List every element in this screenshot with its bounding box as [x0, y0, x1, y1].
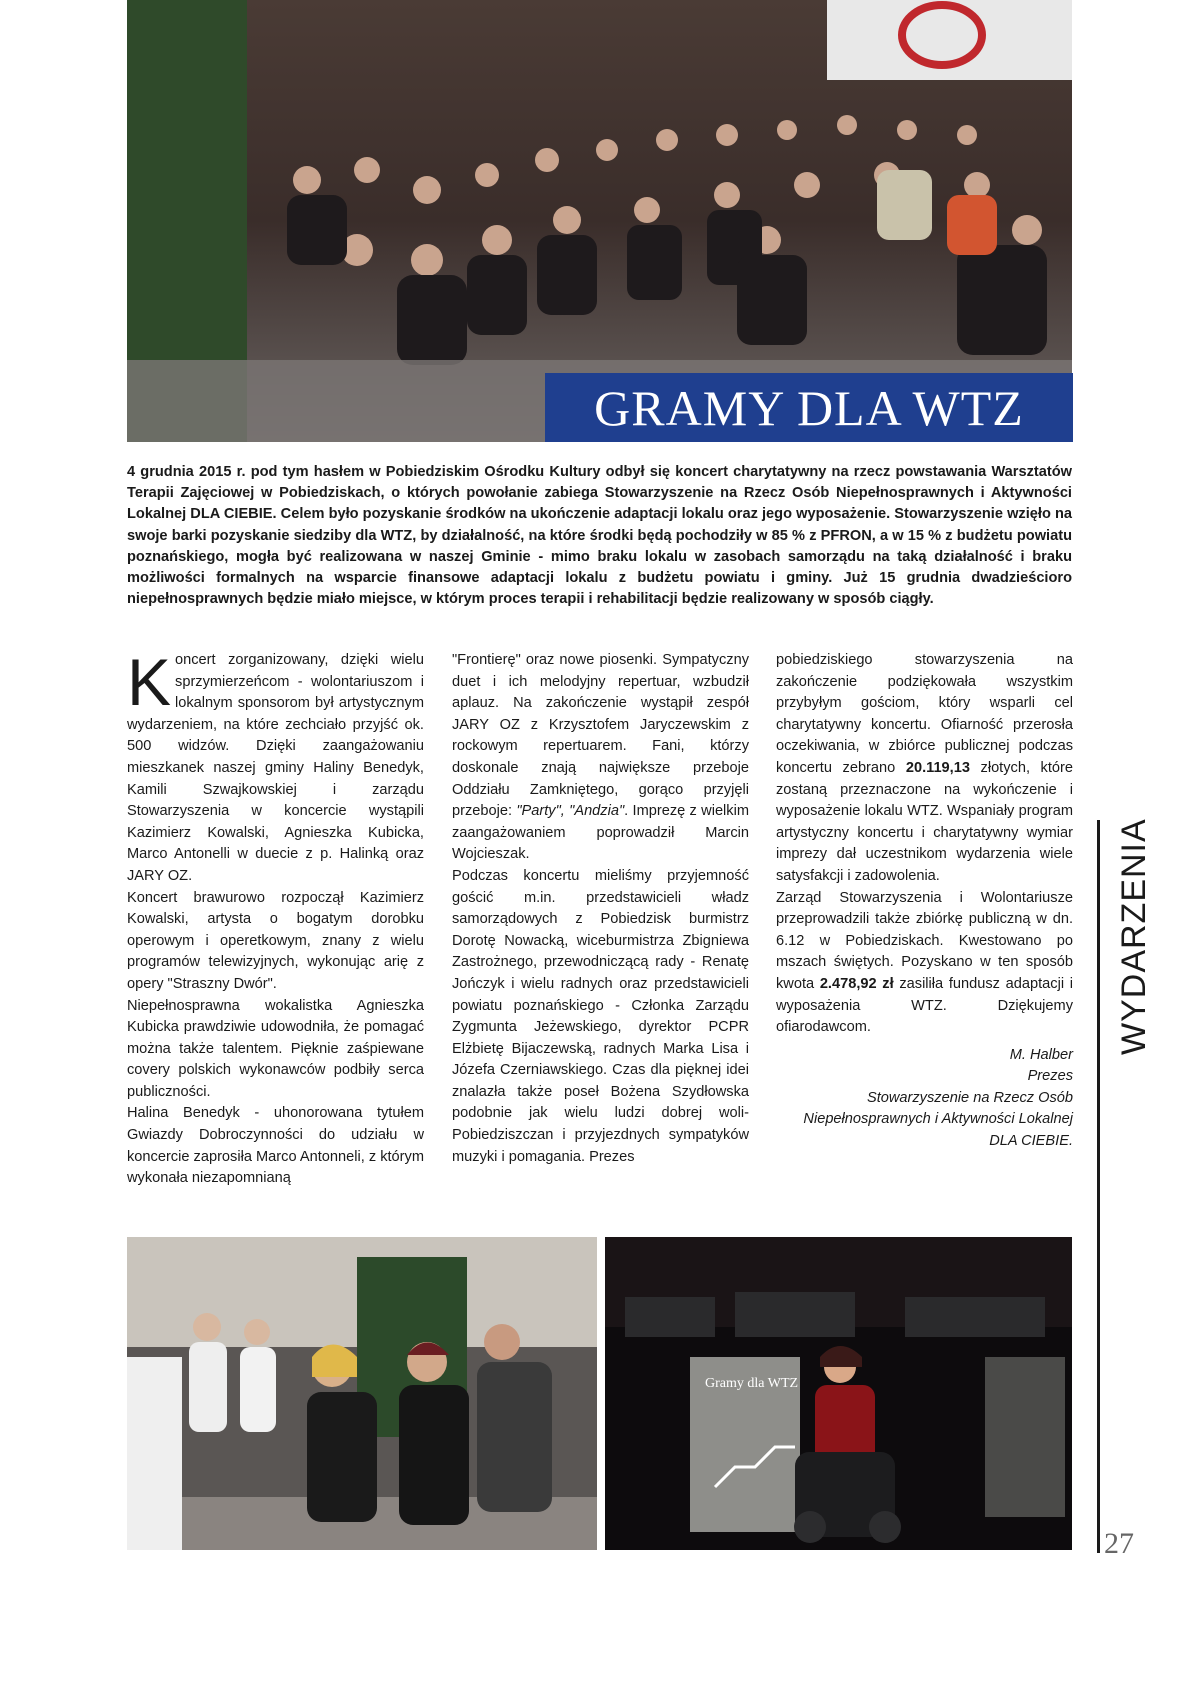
- photo-performer: [605, 1237, 1072, 1550]
- page-number: 27: [1104, 1527, 1134, 1560]
- song-titles: "Party", "Andzia": [516, 803, 625, 820]
- signature-role: Prezes: [1027, 1068, 1073, 1085]
- lead-paragraph: 4 grudnia 2015 r. pod tym hasłem w Pobiedziskim Ośrodku Kultury odbył się koncert charytatywny na rzecz powstawania Warsztatów Terapii Zajęciowej w Pobiedziskach, o których powołanie zabiega Stowarzyszenie na Rzecz Osób Niepełnosprawnych i Aktywności Lokalnej DLA CIEBIE. Celem było pozyskanie środków na ukończenie adaptacji lokalu oraz jego wyposażenie. Stowarzyszenie wzięło na swoje barki pozyskanie siedziby dla WTZ, by działalność, na które środki będą pochodziły w 85 % z PFRON, a w 15 % z budżetu powiatu poznańskiego, mogła być realizowana w naszej Gminie - mimo braku lokalu w zasobach samorządu na taką działalność i braku możliwości formalnych na wsparcie finansowe adaptacji lokalu z budżetu powiatu i gminy. Już 15 grudnia dwadzieścioro niepełnosprawnych będzie miało miejsce, w którym proces terapii i rehabilitacji będzie realizowany w sposób ciągły.: [127, 464, 1072, 608]
- drop-cap: K: [127, 645, 172, 719]
- article-paragraph: Niepełnosprawna wokalistka Agnieszka Kubicka prawdziwie udowodniła, że pomagać można także talentem. Pięknie zaśpiewane covery polskich wykonawców podbiły serca publiczności.: [127, 997, 424, 1100]
- article-paragraph: Koncert brawurowo rozpoczął Kazimierz Kowalski, artysta o bogatym dorobku operowym i operetkowym, znany z wielu programów telewizyjnych, wykonując arię z opery "Straszny Dwór".: [127, 889, 424, 992]
- section-divider: [1097, 820, 1100, 1553]
- paragraph-text: "Frontierę" oraz nowe piosenki. Sympatyczny duet i ich melodyjny repertuar, wzbudził aplauz. Na zakończenie wystąpił zespół JARY OZ z Krzysztofem Jaryczewskim z rockowym repertuarem. Fani, którzy doskonale znają największe przeboje Oddziału Zamkniętego, gorąco przyjęli przeboje:: [452, 652, 749, 820]
- article-paragraph: [127, 645, 424, 888]
- article-title: GRAMY DLA WTZ: [545, 373, 1073, 442]
- paragraph-text: . Imprezę z wielkim zaangażowaniem poprowadził Marcin Wojcieszak.: [452, 803, 749, 863]
- photo-volunteers: [127, 1237, 597, 1550]
- article-paragraph: [452, 650, 749, 866]
- paragraph-text: złotych, które zostaną przeznaczone na wykończenie i wyposażenie lokalu WTZ. Wspaniały program artystyczny koncertu i charytatywny wymiar imprezy dał uczestnikom wydarzenia wiele satysfakcji i zadowolenia.: [776, 759, 1074, 884]
- banner-text: Gramy dla WTZ: [705, 1376, 799, 1391]
- amount-collected: 20.119,13: [905, 759, 970, 776]
- paragraph-text: zasiliła fundusz adaptacji i wyposażenia WTZ. Dziękujemy ofiarodawcom.: [776, 975, 1073, 1036]
- section-label: WYDARZENIA: [1115, 818, 1153, 1055]
- paragraph-text: oncert zorganizowany, dzięki wielu sprzymierzeńcom - wolontariuszom i lokalnym sponsorom był artystycznym wydarzeniem, na które zechciało przyjść ok. 500 widzów. Dzięki zaangażowaniu mieszkanek naszej gminy Haliny Benedyk, Kamili Szwajkowskiej i zarządu Stowarzyszenia w koncercie wystąpili Kazimierz Kowalski, Agnieszka Kubicka, Marco Antonelli w duecie z p. Halinką oraz JARY OZ.: [127, 652, 424, 884]
- signature-organization: Stowarzyszenie na Rzecz Osób Niepełnosprawnych i Aktywności Lokalnej DLA CIEBIE.: [803, 1089, 1073, 1150]
- amount-collected: 2.478,92 zł: [819, 975, 894, 992]
- paragraph-text: Zarząd Stowarzyszenia i Wolontariusze przeprowadzili także zbiórkę publiczną w dn. 6.12 w Pobiedziskach. Kwestowano po mszach świętych. Pozyskano w ten sposób kwota: [776, 889, 1073, 992]
- article-paragraph: Podczas koncertu mieliśmy przyjemność gościć m.in. przedstawicieli władz samorządowych z Pobiedzisk burmistrz Dorotę Nowacką, wiceburmistrza Zbigniewa Zastrożnego, przewodniczącą rady - Renatę Jończyk i wielu radnych oraz przedstawicieli powiatu poznańskiego - Członka Zarządu Zygmunta Jeżewskiego, dyrektor PCPR Elżbietę Bijaczewską, radnych Marka Lisa i Józefa Czerniawskiego. Czas dla pięknej idei znalazła także poseł Bożena Szydłowska podobnie jak wielu ludzi dobrej woli- Pobiedziszczan i przyjezdnych sympatyków muzyki i pomagania. Prezes: [452, 867, 749, 1165]
- text-column-2: [452, 650, 749, 1168]
- signature: [776, 1045, 1073, 1153]
- signature-name: M. Halber: [1009, 1046, 1073, 1063]
- paragraph-text: pobiedziskiego stowarzyszenia na zakończenie podziękowała wszystkim przybyłym gościom, który wsparli cel charytatywny koncertu. Ofiarność przerosła oczekiwania, w zbiórce publicznej podczas koncertu zebrano: [776, 652, 1073, 776]
- article-paragraph: Halina Benedyk - uhonorowana tytułem Gwiazdy Dobroczynności do udziału w koncercie zaprosiła Marco Antonneli, z którym wykonała niezapomnianą: [127, 1105, 424, 1187]
- text-column-3: [776, 650, 1073, 1153]
- text-column-1: [127, 645, 424, 1190]
- article-paragraph: [776, 650, 1073, 888]
- article-paragraph: [776, 888, 1073, 1039]
